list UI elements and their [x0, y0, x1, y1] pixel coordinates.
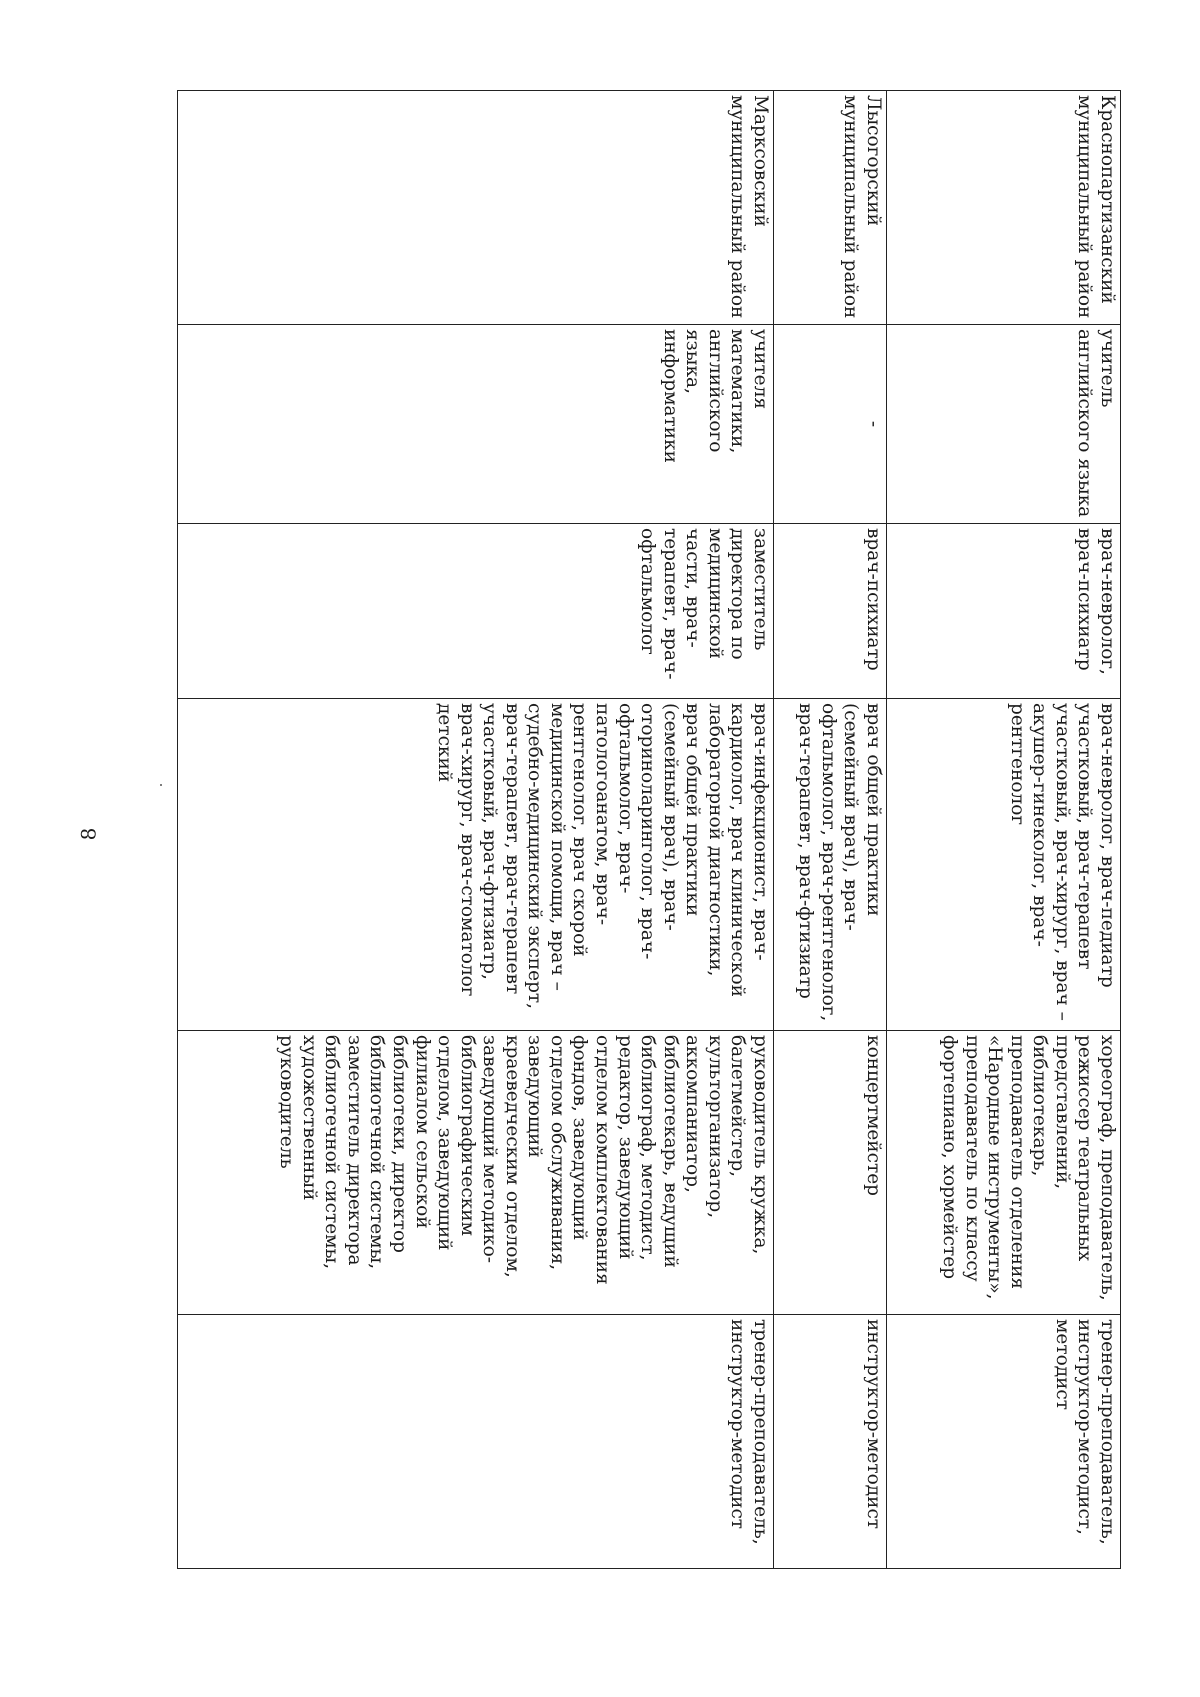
teachers-cell: - — [774, 325, 887, 524]
rotated-table-area — [178, 90, 1200, 1545]
table-row — [887, 91, 1121, 1569]
medical-management-cell: врач-невролог, врач-психиатр — [887, 524, 1121, 699]
sport-cell: тренер-преподаватель, инструктор-методист — [178, 1315, 774, 1569]
culture-cell: концертмейстер — [774, 1031, 887, 1315]
scan-speck — [160, 784, 162, 786]
doctors-cell: врач-невролог, врач-педиатр участковый, врач-терапевт участковый, врач-хирург, врач – акушер-гинеколог, врач-рентгенолог — [887, 699, 1121, 1031]
district-cell: Марксовский муниципальный район — [178, 91, 774, 325]
district-cell: Краснопартизанский муниципальный район — [887, 91, 1121, 325]
culture-cell: руководитель кружка, балетмейстер, культорганизатор, аккомпаниатор, библиотекарь, ведущий библиограф, методист, редактор, заведующий отделом комплектования фондов, заведующий отделом обслуживания, заведующий краеведческим отделом, заведующий методико-библиографическим отделом, заведующий филиалом сельской библиотеки, директор библиотечной системы, заместитель директора библиотечной системы, художественный руководитель — [178, 1031, 774, 1315]
sport-cell: тренер-преподаватель, инструктор-методист, методист — [887, 1315, 1121, 1569]
teachers-cell: учитель английского языка — [887, 325, 1121, 524]
doctors-cell: врач общей практики (семейный врач), врач-офтальмолог, врач-рентгенолог, врач-терапевт, врач-фтизиатр — [774, 699, 887, 1031]
culture-cell: хореограф, преподаватель, режиссер театральных представлений, библиотекарь, преподаватель отделения «Народные инструменты», преподаватель по классу фортепиано, хормейстер — [887, 1031, 1121, 1315]
doctors-cell: врач-инфекционист, врач-кардиолог, врач клинической лабораторной диагностики, врач общей практики (семейный врач), врач-оториноларинголог, врач-офтальмолог, врач-патологоанатом, врач-рентгенолог, врач скорой медицинской помощи, врач – судебно-медицинский эксперт, врач-терапевт, врач-терапевт участковый, врач-фтизиатр, врач-хирург, врач-стоматолог детский — [178, 699, 774, 1031]
staffing-table — [177, 90, 1121, 1569]
table-row — [178, 91, 774, 1569]
teachers-cell: учителя математики, английского языка, информатики — [178, 325, 774, 524]
sport-cell: инструктор-методист — [774, 1315, 887, 1569]
page-number: 8 — [76, 827, 101, 841]
table-wrapper — [178, 90, 1121, 1568]
district-cell: Лысогорский муниципальный район — [774, 91, 887, 325]
medical-management-cell: заместитель директора по медицинской части, врач-терапевт, врач-офтальмолог — [178, 524, 774, 699]
medical-management-cell: врач-психиатр — [774, 524, 887, 699]
table-row — [774, 91, 887, 1569]
